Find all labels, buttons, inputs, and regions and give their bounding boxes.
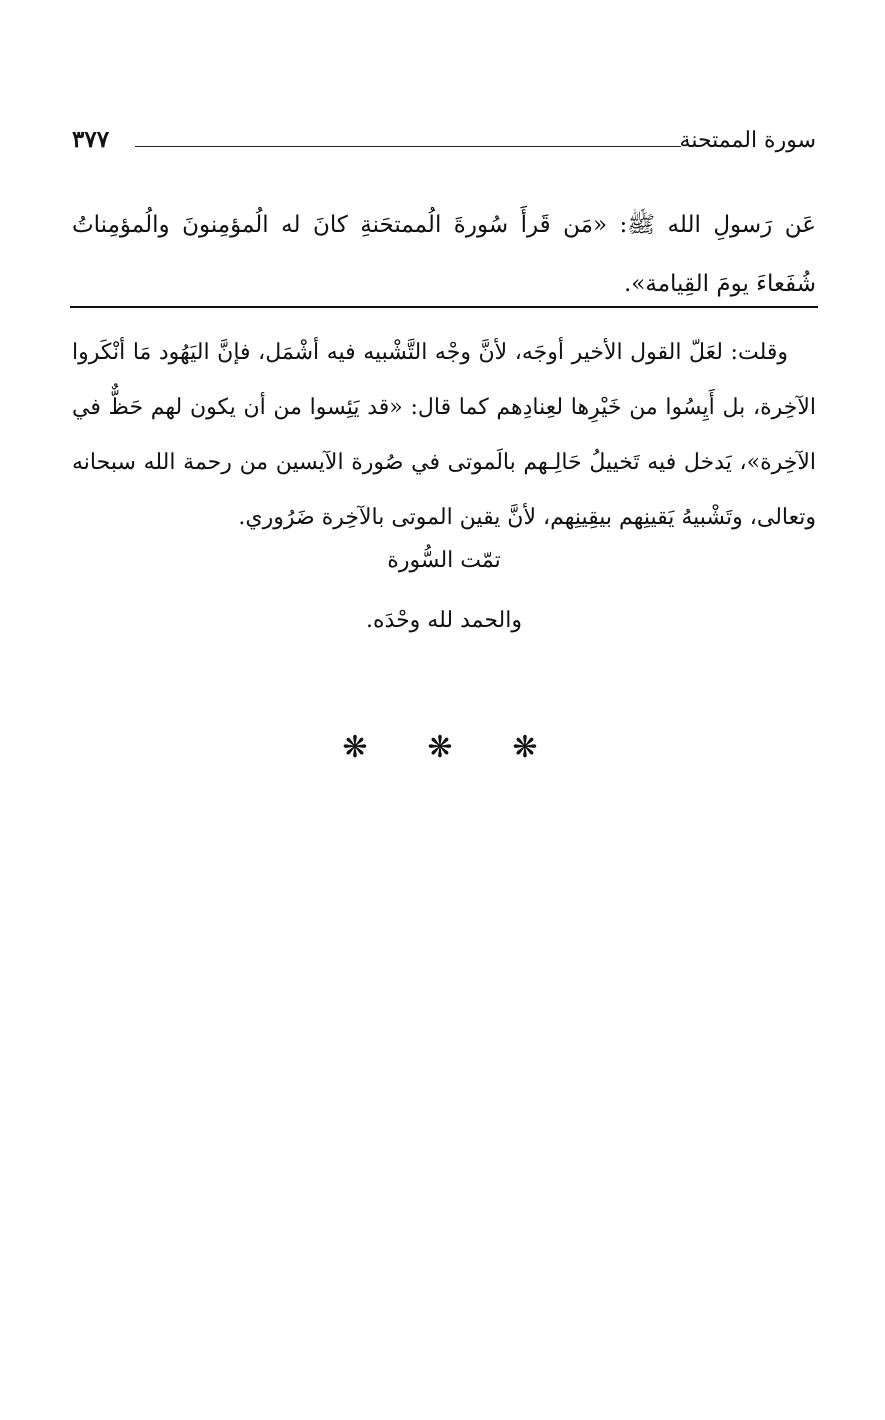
section-divider	[70, 306, 818, 308]
running-header	[72, 126, 816, 166]
hadith-text: عَن رَسولِ الله ﷺ: «مَن قَرأَ سُورةَ الُممتحَنةِ كانَ له الُمؤمِنونَ والُمؤمِناتُ شُفَعاءَ يومَ القِيامة».	[72, 212, 816, 297]
surah-ending-line: تمّت السُّورة	[387, 548, 501, 573]
page-number: ٣٧٧	[72, 126, 110, 153]
ornament-stars	[340, 728, 540, 768]
ornament-star-icon: ❋	[427, 730, 453, 765]
surah-title: سورة الممتحنة	[679, 128, 816, 153]
ornament-star-icon: ❋	[342, 730, 368, 765]
header-rule	[135, 146, 681, 147]
commentary-block	[72, 325, 816, 545]
praise-line: والحمد لله وحْدَه.	[366, 608, 522, 633]
commentary-text: وقلت: لعَلّ القول الأخير أوجَه، لأنَّ وجْه التَّشْبيه فيه أشْمَل، فإنَّ اليَهُود مَا أنْكَروا الآخِرة، بل أَيِسُوا من خَيْرِها لعِنادِهم كما قال: «قد يَئِسوا من أن يكون لهم حَظٌّ في الآخِرة»، يَدخل فيه تَخييلُ حَالِـهم بالَموتى في صُورة الآيسين من رحمة الله سبحانه وتعالى، وتَشْبيهُ يَقينِهم بيقِينِهم، لأنَّ يقين الموتى بالآخِرة ضَرُوري.	[72, 340, 816, 530]
ornament-star-icon: ❋	[512, 730, 538, 765]
hadith-block	[72, 196, 816, 314]
